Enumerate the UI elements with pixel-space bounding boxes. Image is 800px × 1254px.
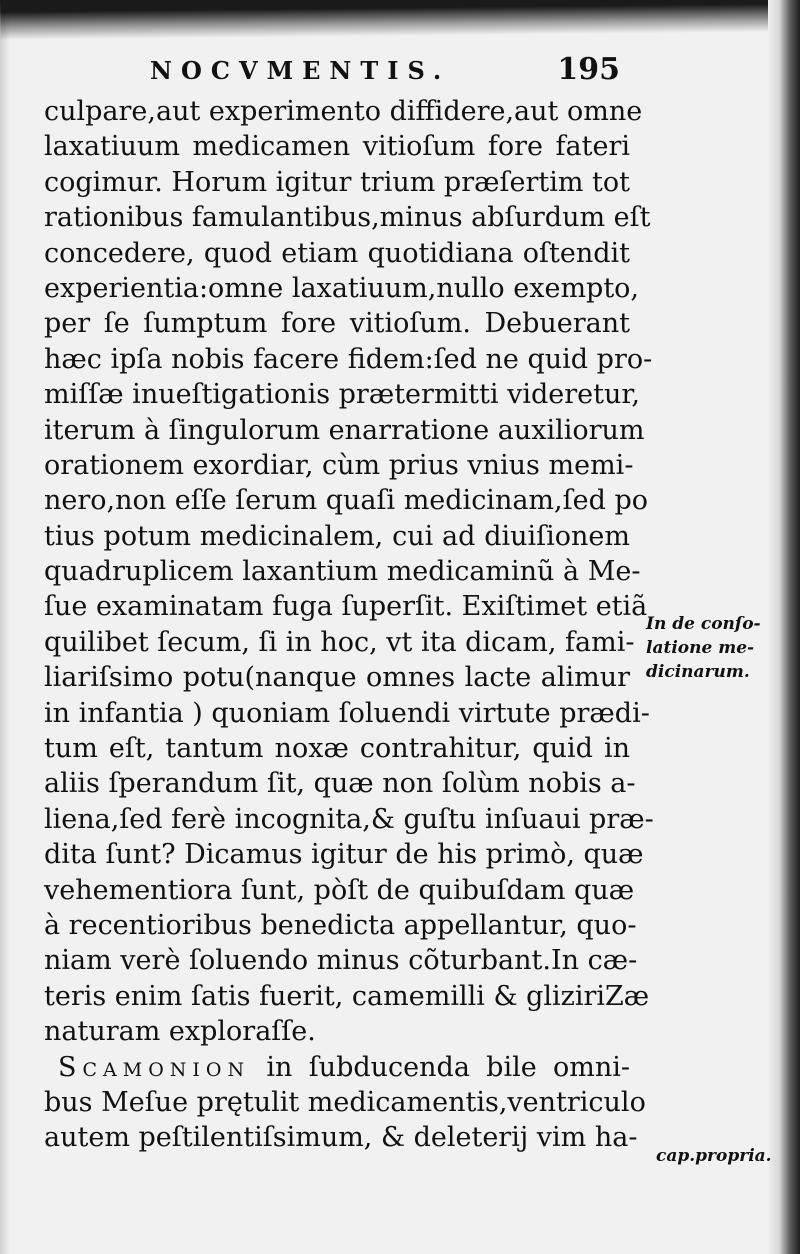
text-line: in infantia ) quoniam ſoluendi virtute prædi-: [44, 697, 650, 729]
text-line: à recentioribus benedicta appellantur, quo-: [44, 909, 637, 941]
page-left-edge: [0, 0, 10, 1254]
text-line: ſue examinatam fuga ſuperſit. Exiſtimet etiã: [44, 591, 648, 623]
page-header: [150, 52, 620, 96]
page-number: 195: [557, 52, 620, 87]
text-line: teris enim ſatis fuerit, camemilli & gliziriZæ: [44, 980, 650, 1012]
text-line: tius potum medicinalem, cui ad diuiſionem: [44, 520, 630, 552]
text-line: laxatiuum medicamen vitioſum fore fateri: [44, 131, 630, 163]
text-line: liena,ſed ferè incognita,& guſtu inſuaui præ-: [44, 803, 654, 835]
margin-note-line: In de conſo-: [646, 614, 761, 634]
scamonion-line-1-rest: in ſubducenda bile omni-: [266, 1051, 630, 1083]
margin-note-chapter: cap.propria.: [656, 1146, 772, 1166]
text-line: niam verè ſoluendo minus cõturbant.In cæ-: [44, 945, 638, 977]
text-line: cogimur. Horum igitur trium præſertim tot: [44, 166, 630, 198]
text-line: experientia:omne laxatiuum,nullo exempto,: [44, 272, 640, 304]
page-gutter-shadow: [768, 0, 800, 1254]
text-line: nero,non eſſe ſerum quaſi medicinam,ſed po: [44, 485, 648, 517]
text-line: rationibus famulantibus,minus abſurdum eſt: [44, 202, 651, 234]
text-line: orationem exordiar, cùm prius vnius memi-: [44, 449, 634, 481]
margin-note-reference: [646, 612, 764, 684]
top-scan-shadow: [0, 0, 800, 40]
text-line: iterum à ſingulorum enarratione auxiliorum: [44, 414, 645, 446]
margin-note-line: dicinarum.: [646, 662, 750, 682]
text-line: liariſsimo potu(nanque omnes lacte alimur: [44, 662, 630, 694]
margin-note-line: latione me-: [646, 638, 755, 658]
text-line: quilibet ſecum, ſi in hoc, vt ita dicam, fami-: [44, 626, 635, 658]
text-line: vehementiora ſunt, pòſt de quibuſdam quæ: [44, 874, 635, 906]
text-line: naturam exploraſſe.: [44, 1016, 316, 1048]
text-line: miſſæ inueſtigationis prætermitti videretur,: [44, 379, 640, 411]
text-line: tum eſt, tantum noxæ contrahitur, quid in: [44, 733, 630, 765]
scamonion-line-3: autem peſtilentiſsimum, & deleterij vim ha-: [44, 1122, 638, 1154]
scamonion-line-2: bus Meſue prętulit medicamentis,ventriculo: [44, 1086, 646, 1118]
running-title: NOCVMENTIS.: [150, 56, 451, 85]
text-line: aliis ſperandum ſit, quæ non ſolùm nobis a-: [44, 768, 636, 800]
body-text: [44, 94, 654, 1156]
text-line: quadruplicem laxantium medicaminũ à Me-: [44, 556, 641, 588]
text-line: dita ſunt? Dicamus igitur de his primò, quæ: [44, 839, 644, 871]
scamonion-line-1: [44, 1050, 630, 1085]
text-line: culpare,aut experimento diffidere,aut omne: [44, 96, 643, 127]
text-line: concedere, quod etiam quotidiana oſtendit: [44, 237, 630, 269]
scamonion-lead-word: Scamonion: [58, 1051, 251, 1083]
text-line: hæc ipſa nobis facere fidem:ſed ne quid pro-: [44, 343, 653, 375]
text-line: per ſe ſumptum fore vitioſum. Debuerant: [44, 308, 630, 340]
